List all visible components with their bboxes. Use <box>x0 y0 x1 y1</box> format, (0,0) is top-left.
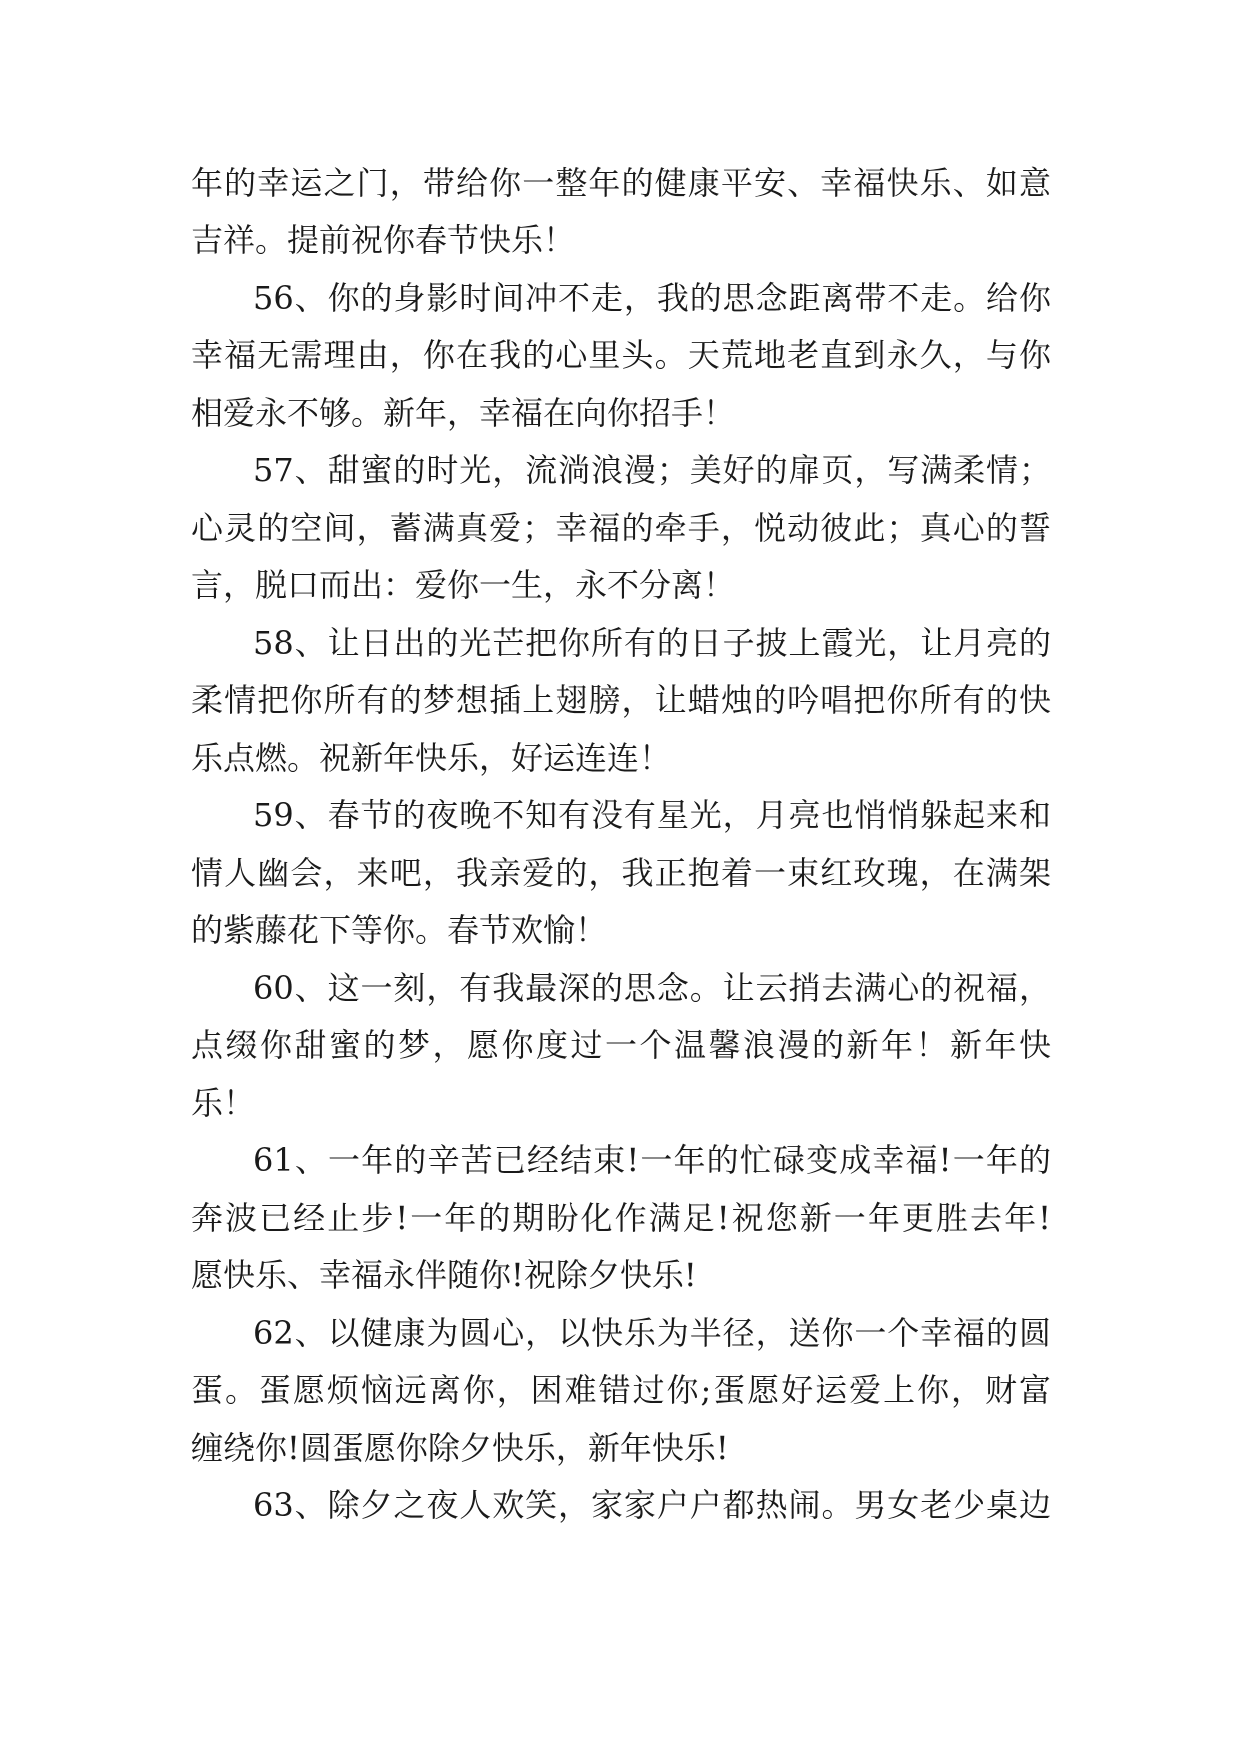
paragraph-60-start: 60、这一刻，有我最深的思念。让云捎去满心的祝福， <box>253 969 1051 1007</box>
paragraph-56-start: 56、你的身影时间冲不走，我的思念距离带不走。给你 <box>253 279 1051 317</box>
text-line: 乐点燃。祝新年快乐，好运连连！ <box>191 739 672 777</box>
text-line: 言，脱口而出：爱你一生，永不分离！ <box>191 566 736 604</box>
paragraph-58-start: 58、让日出的光芒把你所有的日子披上霞光，让月亮的 <box>253 624 1051 662</box>
text-line: 相爱永不够。新年，幸福在向你招手！ <box>191 394 736 432</box>
text-line: 柔情把你所有的梦想插上翅膀，让蜡烛的吟唱把你所有的快 <box>191 681 1051 719</box>
paragraph-62-start: 62、以健康为圆心，以快乐为半径，送你一个幸福的圆 <box>253 1314 1051 1352</box>
text-line: 幸福无需理由，你在我的心里头。天荒地老直到永久，与你 <box>191 336 1051 374</box>
text-line: 愿快乐、幸福永伴随你!祝除夕快乐! <box>191 1256 697 1294</box>
paragraph-59-start: 59、春节的夜晚不知有没有星光，月亮也悄悄躲起来和 <box>253 796 1051 834</box>
text-line: 点缀你甜蜜的梦，愿你度过一个温馨浪漫的新年！新年快 <box>191 1026 1051 1064</box>
text-line: 年的幸运之门，带给你一整年的健康平安、幸福快乐、如意 <box>191 164 1051 202</box>
paragraph-63-start: 63、除夕之夜人欢笑，家家户户都热闹。男女老少桌边 <box>253 1486 1051 1524</box>
text-line: 吉祥。提前祝你春节快乐！ <box>191 221 576 259</box>
text-line: 心灵的空间，蓄满真爱；幸福的牵手，悦动彼此；真心的誓 <box>191 509 1051 547</box>
text-line: 乐！ <box>191 1084 256 1122</box>
text-line: 情人幽会，来吧，我亲爱的，我正抱着一束红玫瑰，在满架 <box>191 854 1051 892</box>
paragraph-57-start: 57、甜蜜的时光，流淌浪漫；美好的扉页，写满柔情； <box>253 451 1051 489</box>
text-line: 奔波已经止步!一年的期盼化作满足!祝您新一年更胜去年! <box>191 1199 1051 1237</box>
text-line: 的紫藤花下等你。春节欢愉！ <box>191 911 608 949</box>
text-line: 缠绕你!圆蛋愿你除夕快乐，新年快乐! <box>191 1429 729 1467</box>
paragraph-61-start: 61、一年的辛苦已经结束!一年的忙碌变成幸福!一年的 <box>253 1141 1051 1179</box>
text-line: 蛋。蛋愿烦恼远离你，困难错过你;蛋愿好运爱上你，财富 <box>191 1371 1051 1409</box>
